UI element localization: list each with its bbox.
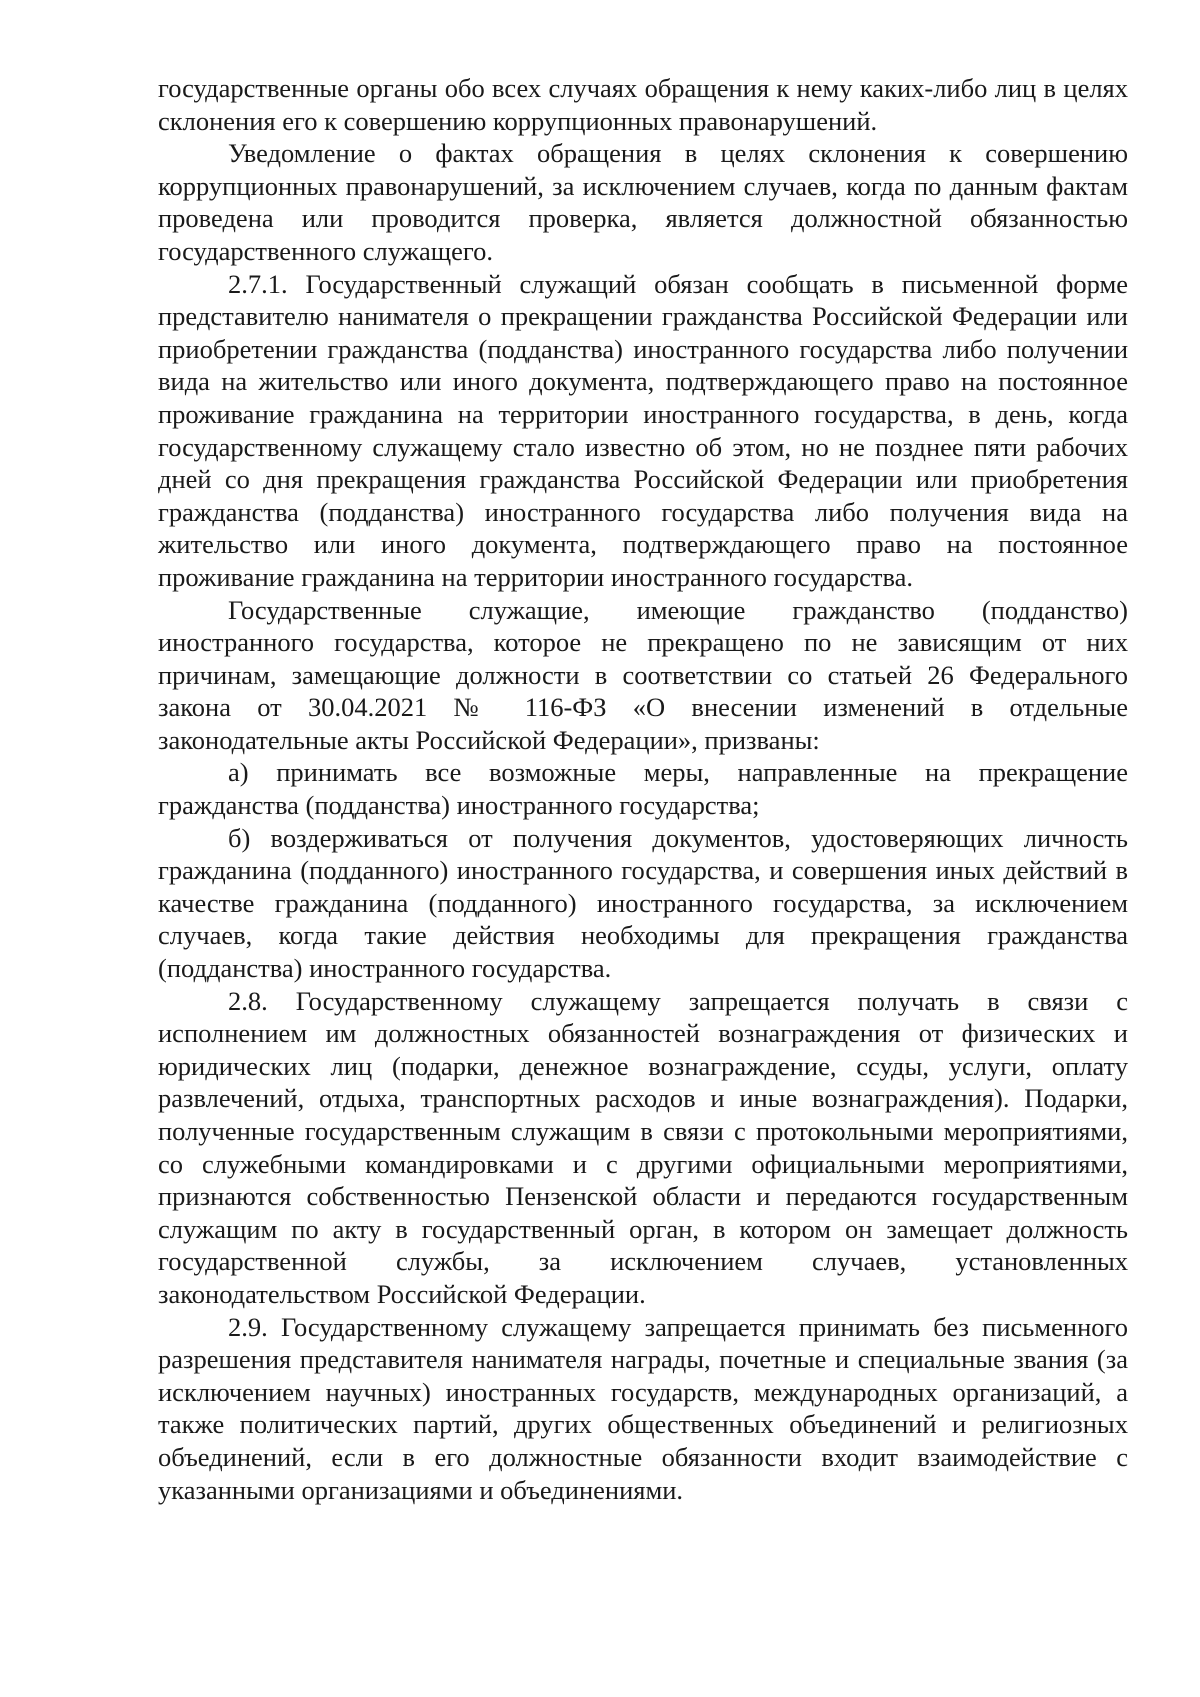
paragraph-2-7-1: 2.7.1. Государственный служащий обязан сообщать в письменной форме представителю нанимателя о прекращении гражданства Российской Федерации или приобретении гражданства (подданства) иностранного государства либо получении вида на жительство или иного документа, подтверждающего право на постоянное проживание гражданина на территории иностранного государства, в день, когда государственному служащему стало известно об этом, но не позднее пяти рабочих дней со дня прекращения гражданства Российской Федерации или приобретения гражданства (подданства) иностранного государства либо получения вида на жительство или иного документа, подтверждающего право на постоянное проживание гражданина на территории иностранного государства. — [158, 268, 1128, 592]
paragraph-foreign-citizenship: Государственные служащие, имеющие гражданство (подданство) иностранного государства, которое не прекращено по не зависящим от них причинам, замещающие должности в соответствии со статьей 26 Федерального закона от 30.04.2021 № 116-ФЗ «О внесении изменений в отдельные законодательные акты Российской Федерации», призваны: — [158, 594, 1128, 755]
paragraph-item-a: а) принимать все возможные меры, направленные на прекращение гражданства (подданства) иностранного государства; — [158, 757, 1128, 821]
paragraph-2-9: 2.9. Государственному служащему запрещается принимать без письменного разрешения представителя нанимателя награды, почетные и специальные звания (за исключением научных) иностранных государств, международных организаций, а также политических партий, других общественных объединений и религиозных объединений, если в его должностные обязанности входит взаимодействие с указанными организациями и объединениями. — [158, 1311, 1128, 1505]
paragraph-item-b: б) воздерживаться от получения документов, удостоверяющих личность гражданина (подданного) иностранного государства, и совершения иных действий в качестве гражданина (подданного) иностранного государства, за исключением случаев, когда такие действия необходимы для прекращения гражданства (подданства) иностранного государства. — [158, 822, 1128, 984]
paragraph-2-8: 2.8. Государственному служащему запрещается получать в связи с исполнением им должностных обязанностей вознаграждения от физических и юридических лиц (подарки, денежное вознаграждение, ссуды, услуги, оплату развлечений, отдыха, транспортных расходов и иные вознаграждения). Подарки, полученные государственным служащим в связи с протокольными мероприятиями, со служебными командировками и с другими официальными мероприятиями, признаются собственностью Пензенской области и передаются государственным служащим по акту в государственный орган, в котором он замещает должность государственной службы, за исключением случаев, установленных законодательством Российской Федерации. — [158, 985, 1128, 1309]
paragraph-notification-duty: Уведомление о фактах обращения в целях склонения к совершению коррупционных правонарушений, за исключением случаев, когда по данным фактам проведена или проводится проверка, является должностной обязанностью государственного служащего. — [158, 138, 1128, 266]
document-body — [158, 72, 1128, 1506]
paragraph-continuation: государственные органы обо всех случаях обращения к нему каких-либо лиц в целях склонения его к совершению коррупционных правонарушений. — [158, 73, 1128, 136]
